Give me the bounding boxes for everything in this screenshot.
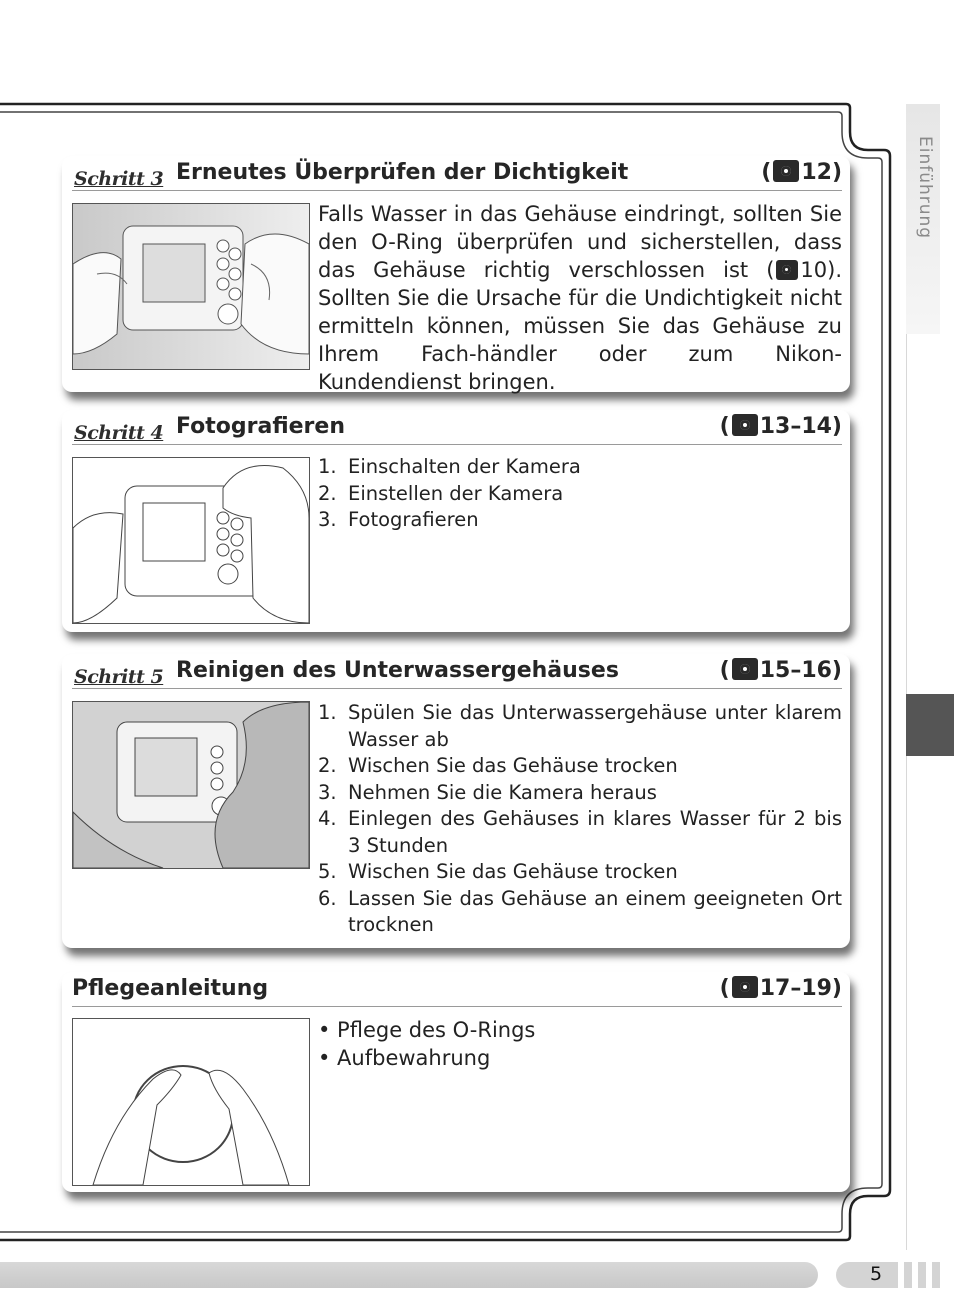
page-reference[interactable]: ( 17–19)	[719, 976, 842, 1001]
step-list	[318, 700, 842, 939]
eye-reference-icon	[732, 976, 758, 998]
side-divider	[906, 334, 941, 1250]
footer-stripe	[932, 1262, 940, 1288]
eye-reference-icon	[732, 414, 758, 436]
section-header	[72, 158, 842, 191]
list-item: 2. Wischen Sie das Gehäuse trocken	[318, 754, 678, 777]
chapter-marker	[906, 694, 954, 756]
page-number-pill	[836, 1262, 898, 1288]
section-pflegeanleitung	[62, 972, 850, 1192]
list-item: 3. Fotografieren	[318, 508, 479, 531]
step-badge: Schritt 3	[74, 168, 164, 190]
list-item: 4. Einlegen des Gehäuses in klares Wasser für 2 bis 3 Stunden	[318, 807, 842, 857]
step-badge: Schritt 4	[74, 422, 164, 444]
list-item: 3. Nehmen Sie die Kamera heraus	[318, 780, 657, 804]
list-item: 2. Einstellen der Kamera	[318, 481, 564, 505]
section-body: Falls Wasser in das Gehäuse eindringt, sollten Sie den O-Ring überprüfen und sicherstellen, dass das Gehäuse richtig verschlossen ist ( 10). Sollten Sie die Ursache für die Undichtigkeit nicht ermitteln können, müssen Sie das Gehäuse zu Ihrem Fach-händler oder zum Nikon-Kundendienst bringen.	[318, 202, 842, 394]
section-schritt-5	[62, 654, 850, 948]
section-body	[318, 700, 842, 939]
section-header	[72, 974, 842, 1007]
list-item: 6. Lassen Sie das Gehäuse an einem geeigneten Ort trocknen	[318, 886, 842, 936]
chapter-tab-label: Einführung	[915, 136, 935, 240]
section-schritt-4	[62, 410, 850, 632]
section-header	[72, 412, 842, 445]
footer-bar	[0, 1262, 818, 1288]
footer-stripe	[918, 1262, 926, 1288]
page-reference[interactable]: ( 12)	[761, 160, 842, 185]
section-title: Erneutes Überprüfen der Dichtigkeit	[176, 160, 629, 185]
section-title: Fotografieren	[176, 414, 345, 439]
section-header	[72, 656, 842, 689]
hands-opening-housing-illustration	[72, 203, 310, 370]
eye-reference-icon	[773, 160, 799, 182]
list-item: 1. Einschalten der Kamera	[318, 455, 581, 478]
eye-reference-icon	[732, 658, 758, 680]
footer-stripe	[904, 1262, 912, 1288]
cloth-wiping-housing-illustration	[72, 701, 310, 869]
eye-reference-icon	[776, 260, 798, 280]
bullet-list	[318, 1016, 842, 1072]
section-title: Pflegeanleitung	[72, 976, 269, 1001]
hands-holding-o-ring-illustration	[72, 1018, 310, 1186]
list-item: 1. Spülen Sie das Unterwassergehäuse unter klarem Wasser ab	[318, 701, 842, 751]
hands-holding-housing-illustration	[72, 457, 310, 624]
page-reference[interactable]: ( 15–16)	[719, 658, 842, 683]
section-body	[318, 1016, 842, 1072]
section-body	[318, 454, 842, 534]
section-schritt-3	[62, 156, 850, 392]
page-reference[interactable]: ( 13–14)	[719, 414, 842, 439]
step-list	[318, 454, 842, 534]
list-item: • Aufbewahrung	[318, 1046, 491, 1070]
step-badge: Schritt 5	[74, 666, 164, 688]
list-item: • Pflege des O-Rings	[318, 1018, 536, 1042]
section-title: Reinigen des Unterwassergehäuses	[176, 658, 619, 683]
page-number: 5	[870, 1263, 883, 1285]
list-item: 5. Wischen Sie das Gehäuse trocken	[318, 860, 678, 883]
